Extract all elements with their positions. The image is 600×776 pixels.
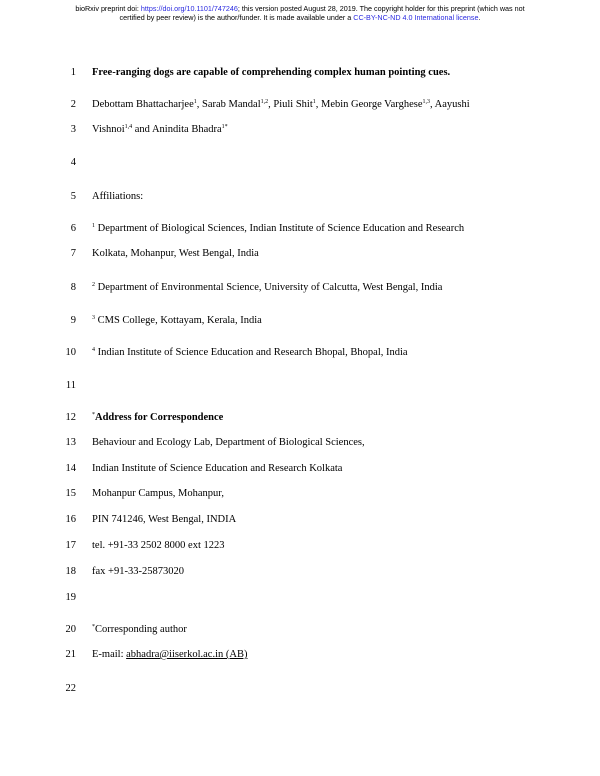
text-line <box>0 622 600 638</box>
text-line <box>0 590 600 606</box>
banner-text: certified by peer review) is the author/funder. It is made available under a <box>119 13 354 22</box>
author-list-cont <box>92 122 228 138</box>
line-number: 14 <box>65 463 76 474</box>
line-number: 11 <box>65 380 76 391</box>
banner-text: ; this version posted August 28, 2019. The copyright holder for this preprint (which was not <box>237 4 525 13</box>
affiliation-marker: 1,3 <box>422 99 430 105</box>
line-number: 18 <box>65 566 76 577</box>
affiliation-marker: 4 <box>92 347 95 353</box>
banner-text: bioRxiv preprint doi: <box>75 4 141 13</box>
email-line <box>92 647 247 663</box>
line-number: 9 <box>70 315 76 326</box>
author-name: , Aayushi <box>429 99 470 110</box>
line-number: 15 <box>65 488 76 499</box>
line-number: 8 <box>70 282 76 293</box>
text-line <box>0 461 600 477</box>
affiliation-4 <box>92 345 408 361</box>
line-number: 17 <box>65 540 76 551</box>
text-line <box>0 313 600 329</box>
line-number: 21 <box>65 649 76 660</box>
license-link[interactable]: CC-BY-NC-ND 4.0 International license <box>353 13 479 22</box>
affiliation-marker: 1,4 <box>124 124 133 130</box>
address-line: PIN 741246, West Bengal, INDIA <box>92 514 237 525</box>
line-number: 19 <box>65 592 76 603</box>
author-list <box>92 97 470 113</box>
text-line <box>0 97 600 113</box>
affiliation-2 <box>92 280 442 296</box>
text-line <box>0 647 600 663</box>
line-number: 16 <box>65 514 76 525</box>
line-number: 4 <box>70 157 76 168</box>
fax-line: fax +91-33-25873020 <box>92 566 184 577</box>
line-number: 12 <box>65 412 76 423</box>
line-number: 20 <box>65 624 76 635</box>
address-line: Behaviour and Ecology Lab, Department of Biological Sciences, <box>92 437 365 448</box>
label-text: Corresponding author <box>95 624 187 635</box>
line-number: 1 <box>70 67 76 78</box>
line-number: 5 <box>70 191 76 202</box>
author-name: Debottam Bhattacharjee <box>92 99 194 110</box>
text-line <box>0 189 600 205</box>
author-name: , Sarab Mandal <box>196 99 261 110</box>
title-text: Free-ranging dogs are capable of comprehending complex human pointing cues. <box>92 67 451 78</box>
text-line <box>0 65 600 81</box>
author-name: , Mebin George Varghese <box>315 99 423 110</box>
text-line <box>0 345 600 361</box>
preprint-banner <box>0 4 600 22</box>
affiliation-marker: 1 <box>92 223 95 229</box>
line-number: 13 <box>65 437 76 448</box>
banner-text: . <box>478 13 481 22</box>
affiliation-marker: 1,2 <box>260 99 269 105</box>
paper-title <box>92 65 450 81</box>
affiliation-3 <box>92 313 262 329</box>
email-label: E-mail: <box>92 649 127 660</box>
line-number: 2 <box>70 99 76 110</box>
text-line <box>0 538 600 554</box>
affiliation-marker: 1 <box>312 99 316 105</box>
affiliation-text: CMS College, Kottayam, Kerala, India <box>95 315 262 326</box>
affiliation-text: Department of Biological Sciences, Indian Institute of Science Education and Research <box>95 223 465 234</box>
text-line <box>0 122 600 138</box>
author-name: , Piuli Shit <box>268 99 313 110</box>
line-number: 6 <box>70 223 76 234</box>
affiliations-label: Affiliations: <box>92 191 144 202</box>
doi-link[interactable]: https://doi.org/10.1101/747246 <box>140 4 238 13</box>
affiliation-1-cont: Kolkata, Mohanpur, West Bengal, India <box>92 248 259 259</box>
correspondence-heading <box>92 410 223 426</box>
line-number: 22 <box>65 683 76 694</box>
text-line <box>0 155 600 171</box>
address-line: Indian Institute of Science Education and Research Kolkata <box>92 463 343 474</box>
text-line <box>0 280 600 296</box>
banner-line-1 <box>0 4 600 13</box>
text-line <box>0 564 600 580</box>
affiliation-text: Department of Environmental Science, University of Calcutta, West Bengal, India <box>95 282 443 293</box>
asterisk-marker: * <box>92 412 95 418</box>
phone-line: tel. +91-33 2502 8000 ext 1223 <box>92 540 225 551</box>
text-line <box>0 246 600 262</box>
text-line <box>0 512 600 528</box>
affiliation-1 <box>92 221 464 237</box>
address-line: Mohanpur Campus, Mohanpur, <box>92 488 224 499</box>
text-line <box>0 410 600 426</box>
affiliation-text: Indian Institute of Science Education and Research Bhopal, Bhopal, India <box>95 347 408 358</box>
corresponding-author-label <box>92 622 187 638</box>
affiliation-marker: 1 <box>193 99 197 105</box>
line-number: 10 <box>65 347 76 358</box>
author-name: and Anindita Bhadra <box>132 124 222 135</box>
text-line <box>0 486 600 502</box>
line-number: 3 <box>70 124 76 135</box>
asterisk-marker: * <box>92 624 95 630</box>
text-line <box>0 435 600 451</box>
text-line <box>0 681 600 697</box>
email-link[interactable]: abhadra@iiserkol.ac.in (AB) <box>126 649 248 660</box>
text-line <box>0 378 600 394</box>
heading-text: Address for Correspondence <box>95 412 224 423</box>
affiliation-marker: 3 <box>92 315 95 321</box>
affiliation-marker: 1* <box>221 124 228 130</box>
text-line <box>0 221 600 237</box>
line-number: 7 <box>70 248 76 259</box>
banner-line-2 <box>0 13 600 22</box>
affiliation-marker: 2 <box>92 282 95 288</box>
author-name: Vishnoi <box>92 124 125 135</box>
